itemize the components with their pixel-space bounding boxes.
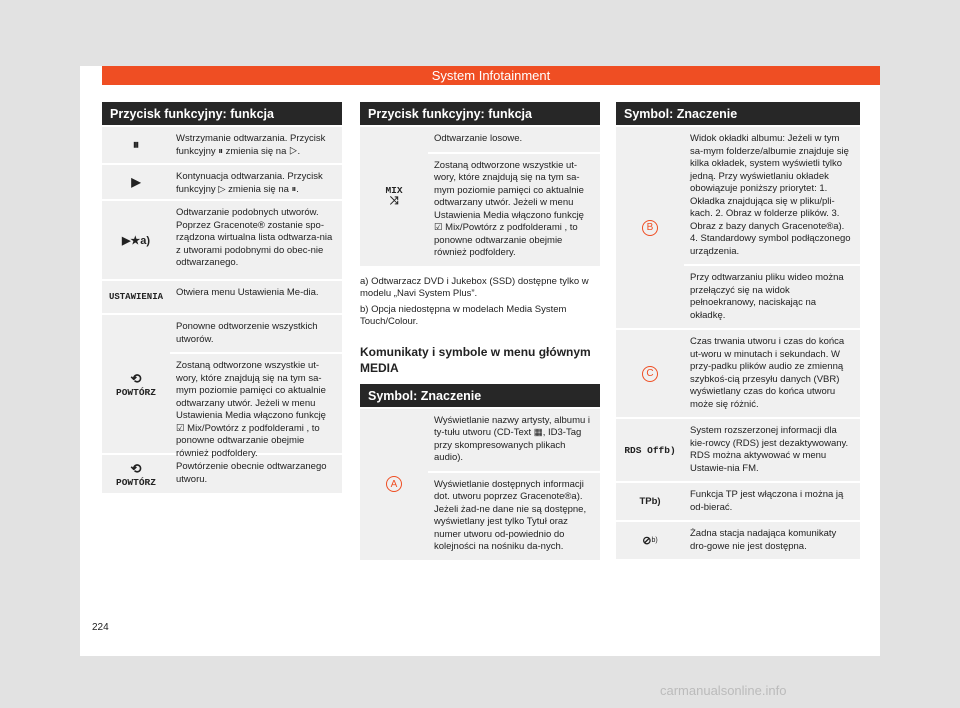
row-desc: Powtórzenie obecnie odtwarzanego utworu. [176, 461, 327, 485]
row-desc: Zostaną odtworzone wszystkie ut-wory, które znajdują się na tym sa-mym poziomie pamięci co aktualnie odtwarzany utwór. Jeżeli w menu Ustawienia Media włączono funkcję ☑ Mix/Powtórz z podfolderami , to ponowne odtwarzanie obejmie również podfoldery. [428, 152, 600, 266]
table-row [616, 328, 860, 417]
repeat-label: POWTÓRZ [116, 476, 156, 488]
row-desc: Wstrzymanie odtwarzania. Przycisk funkcyjny ⏸ zmienia się na ▷. [176, 133, 326, 157]
repeat-all-icon: ⟲ [130, 370, 142, 386]
settings-label: USTAWIENIA [108, 292, 163, 302]
no-tp-note: b) [651, 537, 658, 544]
section-heading: Komunikaty i symbole w menu głównym MEDIA [360, 344, 591, 375]
table-header: Przycisk funkcyjny: funkcja [102, 102, 342, 125]
row-desc: Wyświetlanie dostępnych informacji dot. utworu poprzez Gracenote®a). Jeżeli żad-ne dane nie są dostępne, wyświetlany jest tylko Tytuł oraz numer utworu od-powiednio do kolejności na nośniku da-nych. [428, 471, 600, 560]
row-desc: Żadna stacja nadająca komunikaty dro-gowe nie jest dostępna. [690, 528, 837, 552]
no-tp-icon: ⊘ [642, 535, 652, 547]
table-header: Symbol: Znaczenie [360, 384, 600, 407]
table-row [616, 417, 860, 481]
row-desc: Ponowne odtworzenie wszystkich utworów. [176, 321, 318, 345]
mix-label: MIX [385, 184, 403, 196]
row-desc: Czas trwania utworu i czas do końca ut-woru w minutach i sekundach. W przy-padku plików audio ze zmienną szybkoś-cią przesyłu danych (VBR) wyświetlany czas do końca utworu może się różnić. [690, 336, 845, 410]
row-desc: Odtwarzanie podobnych utworów. Poprzez Gracenote® zostanie spo-rządzona wirtualna lista odtwarza-nia z utworami podobnymi do obec-nie odtwarzanego. [176, 207, 333, 268]
row-desc: Kontynuacja odtwarzania. Przycisk funkcyjny ▷ zmienia się na ⏸. [176, 171, 323, 195]
shuffle-icon: ⤨ [389, 195, 399, 208]
table-row [102, 199, 342, 279]
play-icon: ▶ [131, 175, 141, 189]
symbol-b-icon: B [642, 220, 658, 236]
table-header: Symbol: Znaczenie [616, 102, 860, 125]
section-banner: System Infotainment [102, 66, 880, 85]
table-buttons [102, 102, 342, 493]
tp-label: TPb) [639, 496, 661, 507]
row-desc: Wyświetlanie nazwy artysty, albumu i ty-tułu utworu (CD-Text ▦, ID3-Tag przy skompresowanych plikach audio). [434, 414, 591, 463]
footnote-b: b) Opcja niedostępna w modelach Media System Touch/Colour. [360, 303, 567, 327]
table-row [102, 125, 342, 163]
page-number: 224 [92, 622, 109, 633]
pause-icon: ⏸ [132, 137, 140, 152]
symbol-c-icon: C [642, 366, 658, 382]
table-mix [360, 102, 600, 560]
table-row [360, 125, 600, 266]
row-desc: Widok okładki albumu: Jeżeli w tym sa-mym folderze/albumie znajduje się kilka okładek, system wyświetli tylko jedną. Przy wyświetlaniu okładek obowiązuje poniższy priorytet: 1. Okładka znajdująca się w pliku/pli-kach. 2. Obraz w folderze plików. 3. Obraz z bazy danych Gracenote®a). 4. Standardowy symbol podłączonego urządzenia. [690, 133, 851, 257]
row-desc: Funkcja TP jest włączona i można ją od-bierać. [690, 489, 844, 513]
table-row [102, 313, 342, 459]
row-desc: System rozszerzonej informacji dla kie-rowcy (RDS) jest dezaktywowany. RDS można aktywować w menu Ustawie-nia FM. [690, 425, 849, 474]
rds-off-label: RDS Offb) [624, 444, 676, 456]
table-row [616, 125, 860, 328]
table-row [102, 279, 342, 313]
row-desc: Otwiera menu Ustawienia Me-dia. [176, 287, 319, 298]
table-row [102, 163, 342, 199]
footnote-a: a) Odtwarzacz DVD i Jukebox (SSD) dostępne tylko w modelu „Navi System Plus”. [360, 275, 589, 299]
table-row [616, 481, 860, 520]
repeat-label: POWTÓRZ [116, 386, 156, 398]
table-row [102, 453, 342, 493]
watermark: carmanualsonline.info [660, 683, 787, 698]
repeat-one-icon: ⟲ [130, 460, 142, 476]
row-desc: Odtwarzanie losowe. [434, 133, 523, 144]
table-row [360, 407, 600, 560]
table-row [616, 520, 860, 559]
table-symbols [616, 102, 860, 559]
table-header: Przycisk funkcyjny: funkcja [360, 102, 600, 125]
row-desc: Przy odtwarzaniu pliku wideo można przełączyć się na widok pełnoekranowy, naciskając na okładkę. [684, 264, 860, 328]
row-desc: Zostaną odtworzone wszystkie ut-wory, które znajdują się na tym sa-mym poziomie pamięci co aktualnie odtwarzany utwór. Jeżeli w menu Ustawienia Media włączono funkcję ☑ Mix/Powtórz z podfolderami , to ponowne odtwarzanie obejmie również podfoldery. [170, 352, 342, 466]
play-similar-icon: ▶★a) [121, 234, 151, 247]
symbol-a-icon: A [386, 476, 402, 492]
